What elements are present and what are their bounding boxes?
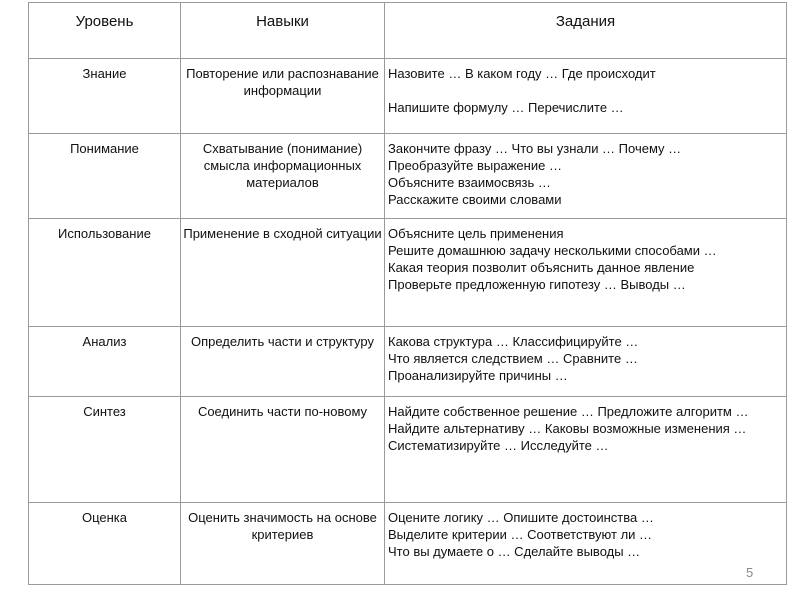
taxonomy-table xyxy=(28,2,787,585)
task-line: Проверьте предложенную гипотезу … Выводы … xyxy=(388,277,686,292)
tasks-cell xyxy=(385,327,787,397)
task-line: Найдите собственное решение … Предложите алгоритм … xyxy=(388,404,749,419)
table-row xyxy=(29,327,787,397)
task-line: Систематизируйте … Исследуйте … xyxy=(388,438,609,453)
tasks-cell xyxy=(385,397,787,503)
tasks-cell xyxy=(385,503,787,585)
task-line-blank xyxy=(388,82,783,99)
task-line: Напишите формулу … Перечислите … xyxy=(388,100,624,115)
skills-cell: Оценить значимость на основе критериев xyxy=(181,503,385,585)
skills-cell: Схватывание (понимание) смысла информационных материалов xyxy=(181,134,385,219)
task-line: Оцените логику … Опишите достоинства … xyxy=(388,510,654,525)
level-cell: Использование xyxy=(29,219,181,327)
task-line: Расскажите своими словами xyxy=(388,192,562,207)
tasks-cell xyxy=(385,134,787,219)
table-row xyxy=(29,134,787,219)
level-cell: Оценка xyxy=(29,503,181,585)
skills-cell: Применение в сходной ситуации xyxy=(181,219,385,327)
header-level: Уровень xyxy=(29,3,181,59)
table-row xyxy=(29,397,787,503)
task-line: Объясните взаимосвязь … xyxy=(388,175,551,190)
task-line: Какова структура … Классифицируйте … xyxy=(388,334,639,349)
level-cell: Анализ xyxy=(29,327,181,397)
skills-cell: Повторение или распознавание информации xyxy=(181,59,385,134)
tasks-cell xyxy=(385,219,787,327)
task-line: Назовите … В каком году … Где происходит xyxy=(388,66,656,81)
skills-cell: Определить части и структуру xyxy=(181,327,385,397)
level-cell: Понимание xyxy=(29,134,181,219)
task-line: Преобразуйте выражение … xyxy=(388,158,562,173)
header-tasks: Задания xyxy=(385,3,787,59)
table-row xyxy=(29,219,787,327)
table-row xyxy=(29,503,787,585)
table-row xyxy=(29,59,787,134)
skills-cell: Соединить части по-новому xyxy=(181,397,385,503)
level-cell: Синтез xyxy=(29,397,181,503)
task-line: Закончите фразу … Что вы узнали … Почему … xyxy=(388,141,682,156)
header-skills: Навыки xyxy=(181,3,385,59)
task-line: Проанализируйте причины … xyxy=(388,368,568,383)
task-line: Решите домашнюю задачу несколькими способами … xyxy=(388,243,717,258)
task-line: Объясните цель применения xyxy=(388,226,564,241)
task-line: Выделите критерии … Соответствуют ли … xyxy=(388,527,653,542)
task-line: Что является следствием … Сравните … xyxy=(388,351,638,366)
tasks-cell xyxy=(385,59,787,134)
level-cell: Знание xyxy=(29,59,181,134)
task-line: Найдите альтернативу … Каковы возможные изменения … xyxy=(388,421,747,436)
slide-number: 5 xyxy=(746,565,754,580)
task-line: Какая теория позволит объяснить данное явление xyxy=(388,260,695,275)
task-line: Что вы думаете о … Сделайте выводы … xyxy=(388,544,641,559)
header-row xyxy=(29,3,787,59)
